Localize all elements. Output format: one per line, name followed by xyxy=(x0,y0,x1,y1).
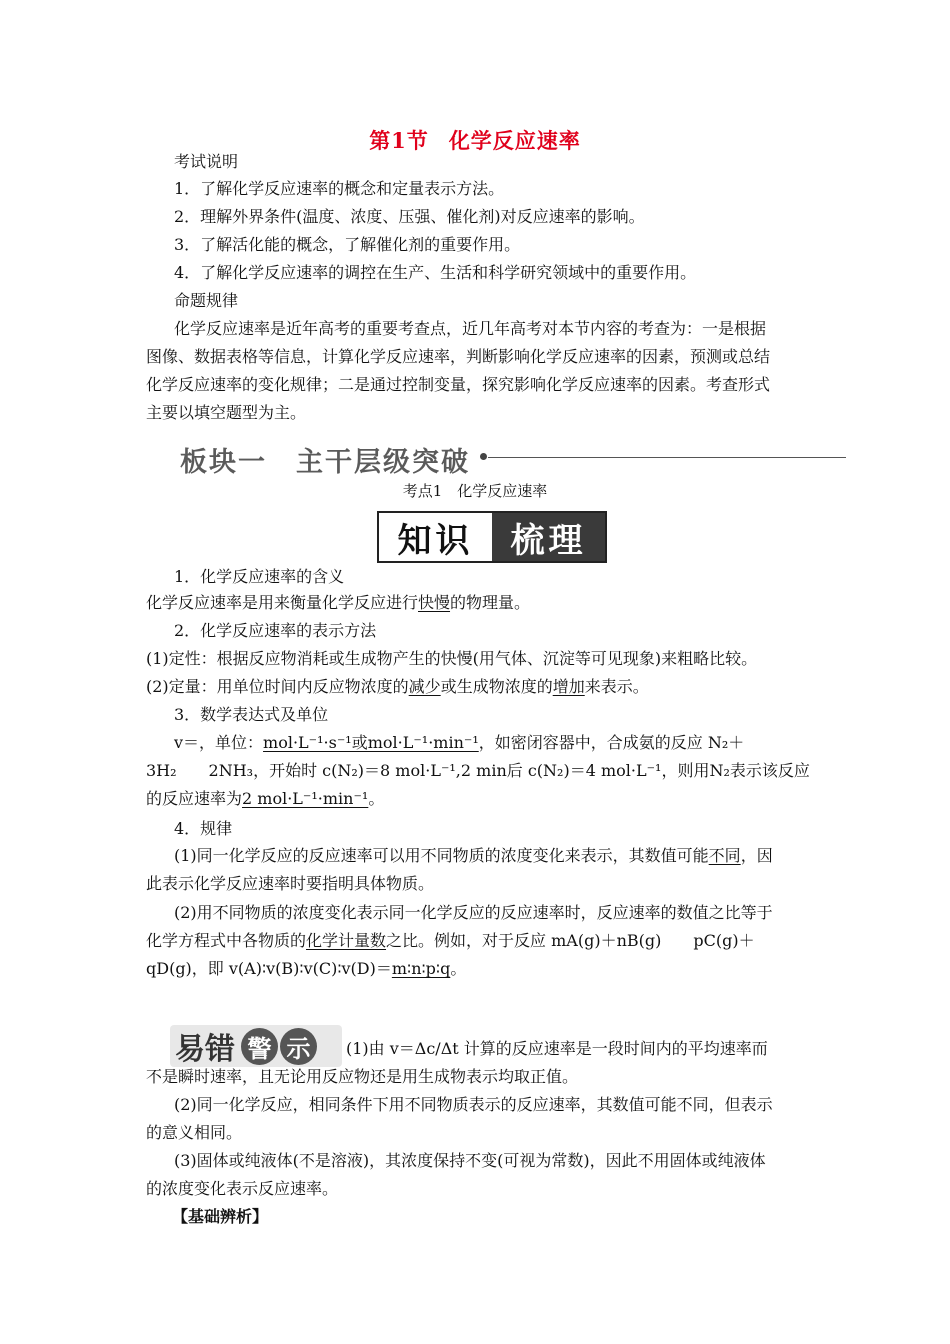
exam-heading: 考试说明 xyxy=(174,152,239,171)
rule-line: 化学反应速率的变化规律；二是通过控制变量，探究影响化学反应速率的因素。考查形式 xyxy=(146,375,771,394)
warning-line: 的浓度变化表示反应速率。 xyxy=(146,1179,339,1198)
exam-item: 2．理解外界条件(温度、浓度、压强、催化剂)对反应速率的影响。 xyxy=(174,207,645,226)
s3-line-b: 3H₂ 2NH₃，开始时 c(N₂)＝8 mol·L⁻¹,2 min后 c(N₂)＝4 mol·L⁻¹，则用N₂表示该反应 xyxy=(146,761,810,780)
s4-p1b: 此表示化学反应速率时要指明具体物质。 xyxy=(146,874,435,893)
warning-circle: 示 xyxy=(280,1028,317,1065)
exam-item: 4．了解化学反应速率的调控在生产、生活和科学研究领域中的重要作用。 xyxy=(174,263,697,282)
error-warning-badge xyxy=(175,1027,317,1065)
s1-text: 化学反应速率是用来衡量化学反应进行快慢的物理量。 xyxy=(146,593,531,612)
s4-p2b: 化学方程式中各物质的化学计量数之比。例如，对于反应 mA(g)＋nB(g) pC(g)＋ xyxy=(146,931,755,950)
rule-line: 主要以填空题型为主。 xyxy=(146,403,307,422)
badge-right: 梳理 xyxy=(492,513,605,561)
warning-line: (3)固体或纯液体(不是溶液)，其浓度保持不变(可视为常数)，因此不用固体或纯液体 xyxy=(174,1151,766,1170)
knowledge-review-badge xyxy=(377,511,607,563)
warning-label: 易错 xyxy=(175,1032,235,1067)
warning-line: (1)由 v＝Δc/Δt 计算的反应速率是一段时间内的平均速率而 xyxy=(346,1039,768,1058)
s2-line2: (2)定量：用单位时间内反应物浓度的减少或生成物浓度的增加来表示。 xyxy=(146,677,649,696)
warning-circle: 警 xyxy=(241,1028,278,1065)
s3-line-c: 的反应速率为2 mol·L⁻¹·min⁻¹。 xyxy=(146,789,385,808)
s3-heading: 3．数学表达式及单位 xyxy=(174,705,329,724)
s4-p1a: (1)同一化学反应的反应速率可以用不同物质的浓度变化来表示，其数值可能不同，因 xyxy=(174,846,773,865)
s1-heading: 1．化学反应速率的含义 xyxy=(174,567,345,586)
section-name: 化学反应速率 xyxy=(448,128,581,153)
s2-line1: (1)定性：根据反应物消耗或生成物产生的快慢(用气体、沉淀等可见现象)来粗略比较。 xyxy=(146,649,758,668)
block-banner: 板块一 主干层级突破 xyxy=(180,447,470,478)
rule-line: 化学反应速率是近年高考的重要考查点，近几年高考对本节内容的考查为：一是根据 xyxy=(174,319,767,338)
s4-p2c: qD(g)，即 v(A)∶v(B)∶v(C)∶v(D)＝m∶n∶p∶q。 xyxy=(146,959,467,978)
s2-heading: 2．化学反应速率的表示方法 xyxy=(174,621,377,640)
kaodian-title: 考点1 化学反应速率 xyxy=(402,482,548,500)
rule-line: 图像、数据表格等信息，计算化学反应速率，判断影响化学反应速率的因素，预测或总结 xyxy=(146,347,771,366)
banner-dot xyxy=(480,453,487,460)
rule-heading: 命题规律 xyxy=(174,291,239,310)
badge-left: 知识 xyxy=(379,513,492,561)
warning-line: (2)同一化学反应，相同条件下用不同物质表示的反应速率，其数值可能不同，但表示 xyxy=(174,1095,773,1114)
banner-rule xyxy=(488,457,846,458)
warning-line: 的意义相同。 xyxy=(146,1123,243,1142)
basic-analysis-heading: 【基础辨析】 xyxy=(172,1207,269,1226)
exam-item: 1．了解化学反应速率的概念和定量表示方法。 xyxy=(174,179,505,198)
section-number: 第1节 xyxy=(369,128,429,153)
warning-line: 不是瞬时速率，且无论用反应物还是用生成物表示均取正值。 xyxy=(146,1067,579,1086)
exam-item: 3．了解活化能的概念，了解催化剂的重要作用。 xyxy=(174,235,521,254)
s3-line-a: v＝，单位：mol·L⁻¹·s⁻¹或mol·L⁻¹·min⁻¹，如密闭容器中，合成氨的反应 N₂＋ xyxy=(174,733,745,752)
page-title xyxy=(0,125,950,155)
s4-heading: 4．规律 xyxy=(174,819,233,838)
s4-p2a: (2)用不同物质的浓度变化表示同一化学反应的反应速率时，反应速率的数值之比等于 xyxy=(174,903,773,922)
